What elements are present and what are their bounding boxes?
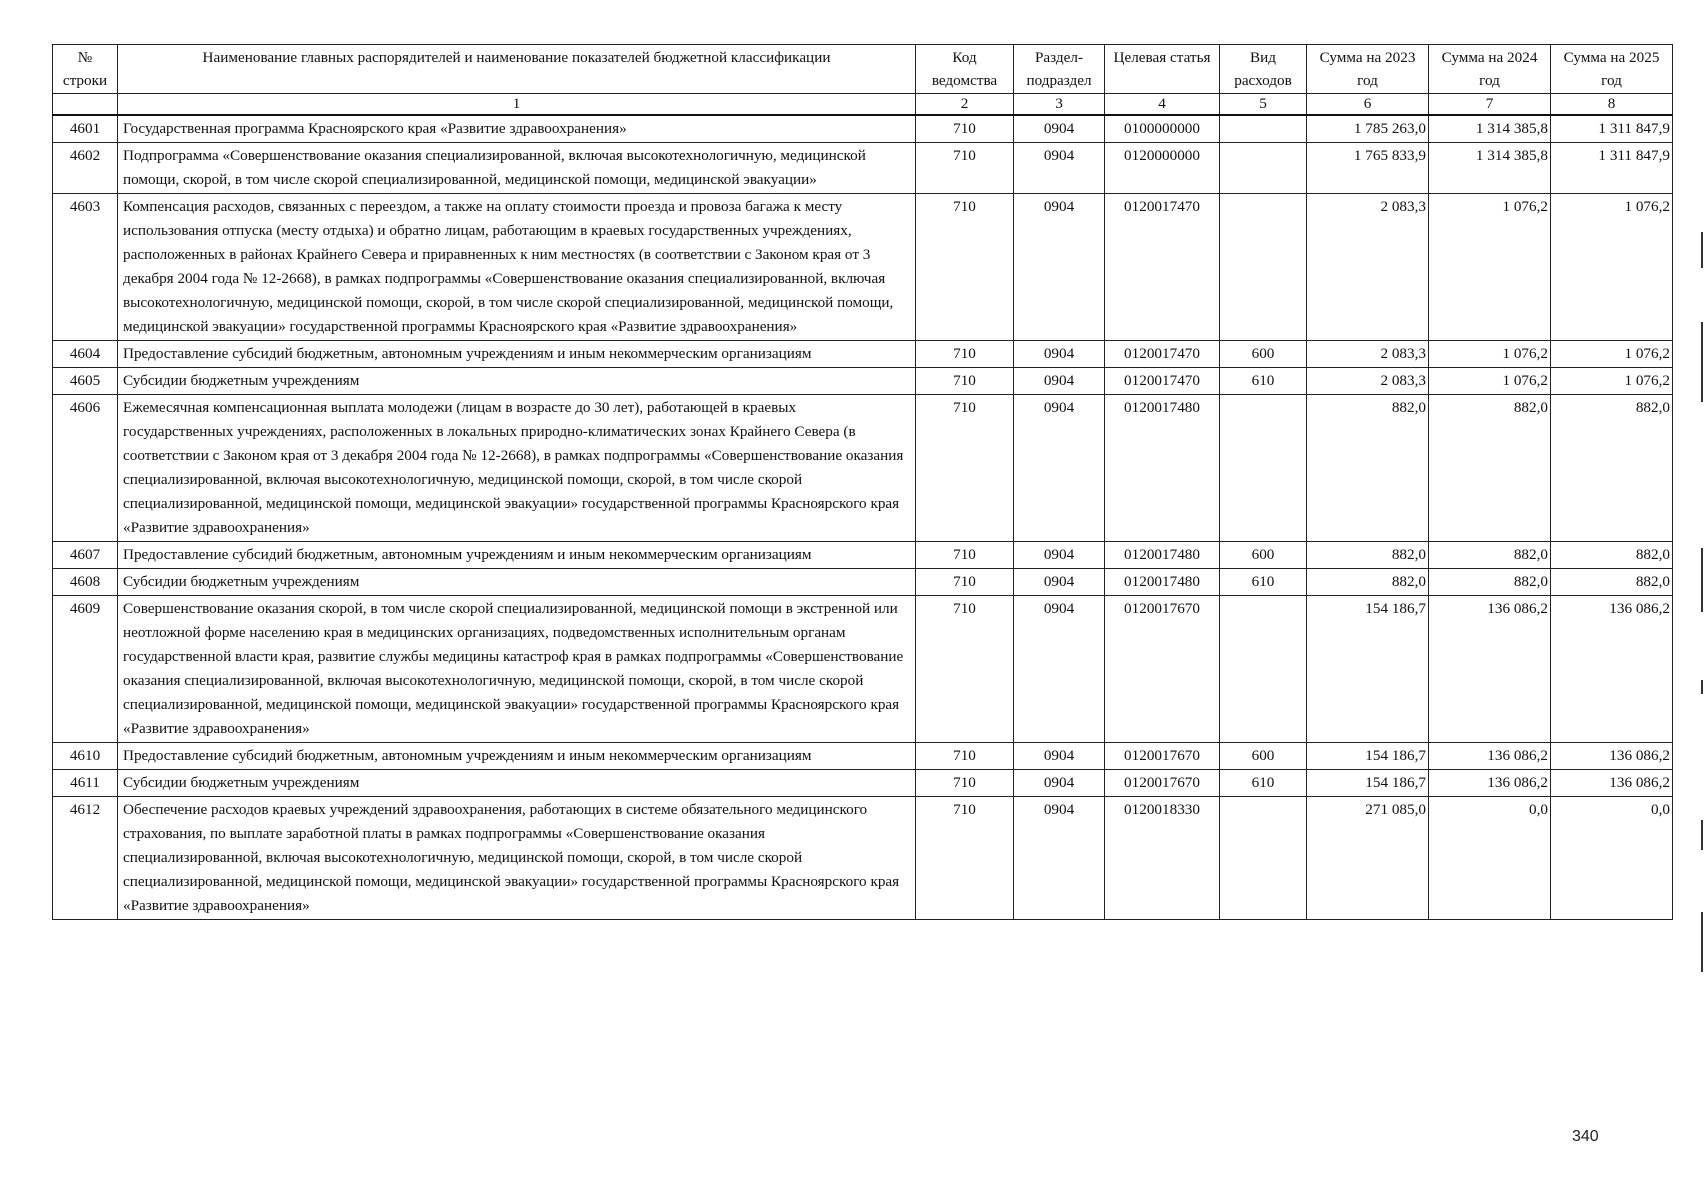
row-sum-2024: 882,0	[1429, 542, 1551, 569]
table-row	[53, 143, 1673, 194]
header-sum-2024: Сумма на 2024 год	[1429, 45, 1551, 94]
row-expense-type: 610	[1220, 770, 1307, 797]
table-row	[53, 194, 1673, 341]
row-sum-2023: 882,0	[1307, 395, 1429, 542]
row-department-code: 710	[916, 797, 1014, 920]
row-sum-2023: 1 765 833,9	[1307, 143, 1429, 194]
scan-edge-mark	[1701, 232, 1703, 268]
row-expense-type: 610	[1220, 368, 1307, 395]
row-expense-type	[1220, 143, 1307, 194]
row-department-code: 710	[916, 194, 1014, 341]
scan-edge-mark	[1701, 820, 1703, 850]
header-name: Наименование главных распорядителей и наименование показателей бюджетной классификации	[118, 45, 916, 94]
header-section: Раздел-подраздел	[1014, 45, 1105, 94]
row-section: 0904	[1014, 143, 1105, 194]
row-sum-2024: 136 086,2	[1429, 743, 1551, 770]
row-sum-2023: 2 083,3	[1307, 194, 1429, 341]
row-name: Предоставление субсидий бюджетным, автономным учреждениям и иным некоммерческим организациям	[118, 743, 916, 770]
row-sum-2025: 136 086,2	[1551, 770, 1673, 797]
row-sum-2025: 1 076,2	[1551, 194, 1673, 341]
table-row	[53, 797, 1673, 920]
row-name: Подпрограмма «Совершенствование оказания специализированной, включая высокотехнологичную, медицинской помощи, скорой, в том числе скорой специализированной, медицинской помощи, медицинской эвакуации»	[118, 143, 916, 194]
table-row	[53, 569, 1673, 596]
row-section: 0904	[1014, 569, 1105, 596]
row-name: Компенсация расходов, связанных с переездом, а также на оплату стоимости проезда и провоза багажа к месту использования отпуска (месту отдыха) и обратно лицам, работающим в краевых государственных учреждениях, расположенных в районах Крайнего Севера и приравненных к ним местностях (в соответствии с Законом края от 3 декабря 2004 года № 12-2668), в рамках подпрограммы «Совершенствование оказания специализированной, включая высокотехнологичную, медицинской помощи, скорой, в том числе скорой специализированной, медицинской помощи, медицинской эвакуации» государственной программы Красноярского края «Развитие здравоохранения»	[118, 194, 916, 341]
row-section: 0904	[1014, 368, 1105, 395]
row-name: Ежемесячная компенсационная выплата молодежи (лицам в возрасте до 30 лет), работающей в краевых государственных учреждениях, расположенных в локальных природно-климатических зонах Крайнего Севера (в соответствии с Законом края от 3 декабря 2004 года № 12-2668), в рамках подпрограммы «Совершенствование оказания специализированной, включая высокотехнологичную, медицинской помощи, скорой, в том числе скорой специализированной, медицинской помощи, медицинской эвакуации» государственной программы Красноярского края «Развитие здравоохранения»	[118, 395, 916, 542]
row-sum-2025: 0,0	[1551, 797, 1673, 920]
row-name: Субсидии бюджетным учреждениям	[118, 569, 916, 596]
row-sum-2023: 2 083,3	[1307, 341, 1429, 368]
row-sum-2025: 136 086,2	[1551, 596, 1673, 743]
row-expense-type: 610	[1220, 569, 1307, 596]
row-number: 4609	[53, 596, 118, 743]
table-row	[53, 596, 1673, 743]
row-number: 4603	[53, 194, 118, 341]
row-department-code: 710	[916, 395, 1014, 542]
row-expense-type	[1220, 395, 1307, 542]
row-sum-2025: 1 076,2	[1551, 368, 1673, 395]
row-section: 0904	[1014, 115, 1105, 143]
scan-edge-mark	[1701, 322, 1703, 402]
row-department-code: 710	[916, 341, 1014, 368]
row-sum-2023: 154 186,7	[1307, 770, 1429, 797]
row-target-article: 0120018330	[1105, 797, 1220, 920]
row-number: 4607	[53, 542, 118, 569]
header-row	[53, 45, 1673, 94]
row-sum-2025: 882,0	[1551, 395, 1673, 542]
row-target-article: 0120017470	[1105, 368, 1220, 395]
page-number: 340	[1572, 1128, 1599, 1145]
row-name: Совершенствование оказания скорой, в том числе скорой специализированной, медицинской помощи в экстренной или неотложной форме населению края в медицинских организациях, подведомственных исполнительным органам государственной власти края, развитие службы медицины катастроф края в рамках подпрограммы «Совершенствование оказания специализированной, включая высокотехнологичную, медицинской помощи, скорой, в том числе скорой специализированной, медицинской помощи, медицинской эвакуации» государственной программы Красноярского края «Развитие здравоохранения»	[118, 596, 916, 743]
budget-table	[52, 44, 1673, 920]
row-section: 0904	[1014, 341, 1105, 368]
row-sum-2025: 1 311 847,9	[1551, 143, 1673, 194]
scan-edge-mark	[1701, 912, 1703, 972]
row-department-code: 710	[916, 596, 1014, 743]
row-name: Субсидии бюджетным учреждениям	[118, 368, 916, 395]
row-number: 4611	[53, 770, 118, 797]
row-sum-2024: 882,0	[1429, 569, 1551, 596]
row-expense-type	[1220, 797, 1307, 920]
row-sum-2025: 136 086,2	[1551, 743, 1673, 770]
row-number: 4601	[53, 115, 118, 143]
row-section: 0904	[1014, 542, 1105, 569]
budget-table-sheet	[52, 44, 1672, 920]
table-row	[53, 341, 1673, 368]
row-sum-2024: 1 076,2	[1429, 194, 1551, 341]
row-sum-2023: 154 186,7	[1307, 743, 1429, 770]
table-row	[53, 115, 1673, 143]
row-section: 0904	[1014, 395, 1105, 542]
header-department-code: Код ведомства	[916, 45, 1014, 94]
row-number: 4608	[53, 569, 118, 596]
row-number: 4602	[53, 143, 118, 194]
row-name: Предоставление субсидий бюджетным, автономным учреждениям и иным некоммерческим организациям	[118, 341, 916, 368]
header-number	[53, 94, 118, 116]
row-target-article: 0100000000	[1105, 115, 1220, 143]
row-section: 0904	[1014, 596, 1105, 743]
row-sum-2023: 882,0	[1307, 542, 1429, 569]
header-row-number: № строки	[53, 45, 118, 94]
row-sum-2025: 1 311 847,9	[1551, 115, 1673, 143]
row-sum-2024: 1 076,2	[1429, 341, 1551, 368]
row-number: 4604	[53, 341, 118, 368]
scan-edge-mark	[1701, 548, 1703, 612]
row-sum-2025: 882,0	[1551, 569, 1673, 596]
row-department-code: 710	[916, 143, 1014, 194]
row-sum-2024: 0,0	[1429, 797, 1551, 920]
row-target-article: 0120017480	[1105, 395, 1220, 542]
row-department-code: 710	[916, 770, 1014, 797]
row-section: 0904	[1014, 797, 1105, 920]
table-row	[53, 542, 1673, 569]
row-sum-2023: 2 083,3	[1307, 368, 1429, 395]
header-number: 5	[1220, 94, 1307, 116]
scan-edge-mark	[1701, 680, 1703, 694]
row-department-code: 710	[916, 542, 1014, 569]
header-number: 1	[118, 94, 916, 116]
row-sum-2024: 882,0	[1429, 395, 1551, 542]
row-expense-type	[1220, 115, 1307, 143]
row-department-code: 710	[916, 115, 1014, 143]
row-number: 4610	[53, 743, 118, 770]
row-sum-2024: 1 314 385,8	[1429, 115, 1551, 143]
row-target-article: 0120017480	[1105, 542, 1220, 569]
row-sum-2025: 882,0	[1551, 542, 1673, 569]
header-number: 8	[1551, 94, 1673, 116]
row-sum-2023: 882,0	[1307, 569, 1429, 596]
row-number: 4605	[53, 368, 118, 395]
row-section: 0904	[1014, 770, 1105, 797]
table-row	[53, 368, 1673, 395]
row-sum-2024: 1 076,2	[1429, 368, 1551, 395]
row-name: Субсидии бюджетным учреждениям	[118, 770, 916, 797]
row-target-article: 0120017670	[1105, 596, 1220, 743]
row-expense-type: 600	[1220, 743, 1307, 770]
row-number: 4612	[53, 797, 118, 920]
header-target-article: Целевая статья	[1105, 45, 1220, 94]
row-sum-2023: 1 785 263,0	[1307, 115, 1429, 143]
header-numbering-row	[53, 94, 1673, 116]
header-number: 4	[1105, 94, 1220, 116]
row-sum-2024: 136 086,2	[1429, 596, 1551, 743]
header-number: 2	[916, 94, 1014, 116]
header-number: 3	[1014, 94, 1105, 116]
row-department-code: 710	[916, 368, 1014, 395]
row-department-code: 710	[916, 569, 1014, 596]
header-number: 6	[1307, 94, 1429, 116]
row-expense-type: 600	[1220, 341, 1307, 368]
row-target-article: 0120017480	[1105, 569, 1220, 596]
table-row	[53, 743, 1673, 770]
row-sum-2024: 136 086,2	[1429, 770, 1551, 797]
header-number: 7	[1429, 94, 1551, 116]
row-sum-2025: 1 076,2	[1551, 341, 1673, 368]
row-sum-2023: 154 186,7	[1307, 596, 1429, 743]
row-name: Обеспечение расходов краевых учреждений здравоохранения, работающих в системе обязательного медицинского страхования, по выплате заработной платы в рамках подпрограммы «Совершенствование оказания специализированной, включая высокотехнологичную, медицинской помощи, скорой, в том числе скорой специализированной, медицинской помощи, медицинской эвакуации» государственной программы Красноярского края «Развитие здравоохранения»	[118, 797, 916, 920]
row-sum-2023: 271 085,0	[1307, 797, 1429, 920]
header-sum-2025: Сумма на 2025 год	[1551, 45, 1673, 94]
row-name: Предоставление субсидий бюджетным, автономным учреждениям и иным некоммерческим организациям	[118, 542, 916, 569]
header-expense-type: Вид расходов	[1220, 45, 1307, 94]
table-row	[53, 395, 1673, 542]
row-sum-2024: 1 314 385,8	[1429, 143, 1551, 194]
row-department-code: 710	[916, 743, 1014, 770]
row-expense-type	[1220, 596, 1307, 743]
row-expense-type	[1220, 194, 1307, 341]
row-name: Государственная программа Красноярского края «Развитие здравоохранения»	[118, 115, 916, 143]
row-target-article: 0120000000	[1105, 143, 1220, 194]
header-sum-2023: Сумма на 2023 год	[1307, 45, 1429, 94]
row-section: 0904	[1014, 743, 1105, 770]
row-target-article: 0120017470	[1105, 341, 1220, 368]
row-number: 4606	[53, 395, 118, 542]
row-expense-type: 600	[1220, 542, 1307, 569]
row-target-article: 0120017670	[1105, 743, 1220, 770]
row-section: 0904	[1014, 194, 1105, 341]
table-row	[53, 770, 1673, 797]
row-target-article: 0120017470	[1105, 194, 1220, 341]
row-target-article: 0120017670	[1105, 770, 1220, 797]
